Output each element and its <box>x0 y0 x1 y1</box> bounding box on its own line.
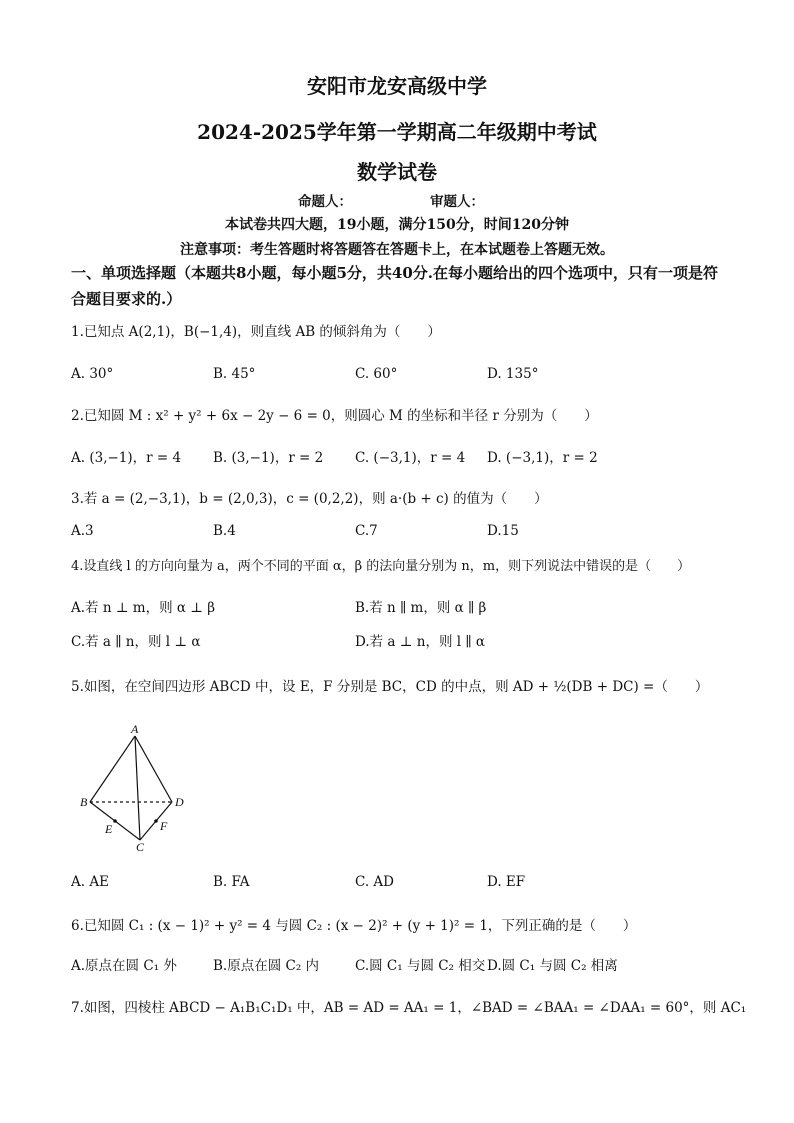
question-stem: 2.已知圆 M : x² + y² + 6x − 2y − 6 = 0，则圆心 M 的坐标和半径 r 分别为（ ） <box>71 408 598 424</box>
question-stem: 5.如图，在空间四边形 ABCD 中，设 E，F 分别是 BC，CD 的中点，则 AD + ½(DB + DC) =（ ） <box>71 679 709 695</box>
question-stem: 1.已知点 A(2,1)，B(−1,4)，则直线 AB 的倾斜角为（ ） <box>71 324 441 340</box>
option-b: B. FA <box>213 874 250 890</box>
option-d: D. EF <box>487 874 526 890</box>
tetrahedron-figure <box>80 722 210 852</box>
label-a: A <box>131 722 139 736</box>
option-a: A. 30° <box>71 366 114 382</box>
label-f: F <box>160 819 168 833</box>
option-d: D.圆 C₁ 与圆 C₂ 相离 <box>487 958 618 974</box>
option-b: B.若 n ∥ m，则 α ∥ β <box>355 600 487 616</box>
question-stem: 6.已知圆 C₁ : (x − 1)² + y² = 4 与圆 C₂ : (x − 2)² + (y + 1)² = 1，下列正确的是（ ） <box>71 918 637 934</box>
option-c: C.若 a ∥ n，则 l ⊥ α <box>71 634 201 650</box>
option-a: A.3 <box>71 523 94 539</box>
option-c: C. (−3,1)，r = 4 <box>355 450 466 466</box>
question-stem: 3.若 a = (2,−3,1)，b = (2,0,3)，c = (0,2,2)，则 a·(b + c) 的值为（ ） <box>71 491 548 507</box>
option-b: B. (3,−1)，r = 2 <box>213 450 324 466</box>
option-d: D.若 a ⊥ n，则 l ∥ α <box>355 634 485 650</box>
option-d: D. (−3,1)，r = 2 <box>487 450 598 466</box>
option-c: C.圆 C₁ 与圆 C₂ 相交 <box>355 958 486 974</box>
exam-summary: 本试卷共四大题，19小题，满分150分，时间120分钟 <box>225 217 569 233</box>
option-a: A. (3,−1)，r = 4 <box>71 450 182 466</box>
school-name: 安阳市龙安高级中学 <box>307 74 487 98</box>
edge-ab <box>90 736 135 802</box>
point-e <box>113 819 117 823</box>
exam-notice: 注意事项：考生答题时将答题答在答题卡上，在本试题卷上答题无效。 <box>180 242 614 258</box>
label-e: E <box>105 822 113 836</box>
label-c: C <box>136 840 145 852</box>
edge-ad <box>135 736 172 802</box>
option-a: A. AE <box>71 874 109 890</box>
edge-ac <box>135 736 140 840</box>
reviewer-label: 审题人： <box>430 194 484 210</box>
subject-title: 数学试卷 <box>357 160 437 184</box>
option-d: D. 135° <box>487 366 539 382</box>
point-f <box>154 819 158 823</box>
option-c: C. 60° <box>355 366 398 382</box>
option-a: A.若 n ⊥ m，则 α ⊥ β <box>71 600 216 616</box>
exam-title: 2024-2025学年第一学期高二年级期中考试 <box>197 120 597 144</box>
question-stem: 4.设直线 l 的方向向量为 a，两个不同的平面 α，β 的法向量分别为 n，m，则下列说法中错误的是（ ） <box>71 559 691 574</box>
label-d: D <box>175 795 184 809</box>
option-b: B.原点在圆 C₂ 内 <box>213 958 320 974</box>
option-c: C. AD <box>355 874 395 890</box>
option-b: B.4 <box>213 523 236 539</box>
author-label: 命题人： <box>298 194 352 210</box>
option-c: C.7 <box>355 523 378 539</box>
label-b: B <box>80 795 88 809</box>
option-a: A.原点在圆 C₁ 外 <box>71 958 177 974</box>
option-b: B. 45° <box>213 366 256 382</box>
section-heading: 一、单项选择题（本题共8小题，每小题5分，共40分.在每小题给出的四个选项中，只有一项是符合题目要求的.） <box>71 264 718 308</box>
option-d: D.15 <box>487 523 519 539</box>
question-stem: 7.如图，四棱柱 ABCD − A₁B₁C₁D₁ 中，AB = AD = AA₁ = 1，∠BAD = ∠BAA₁ = ∠DAA₁ = 60°，则 AC₁ <box>71 1000 747 1016</box>
